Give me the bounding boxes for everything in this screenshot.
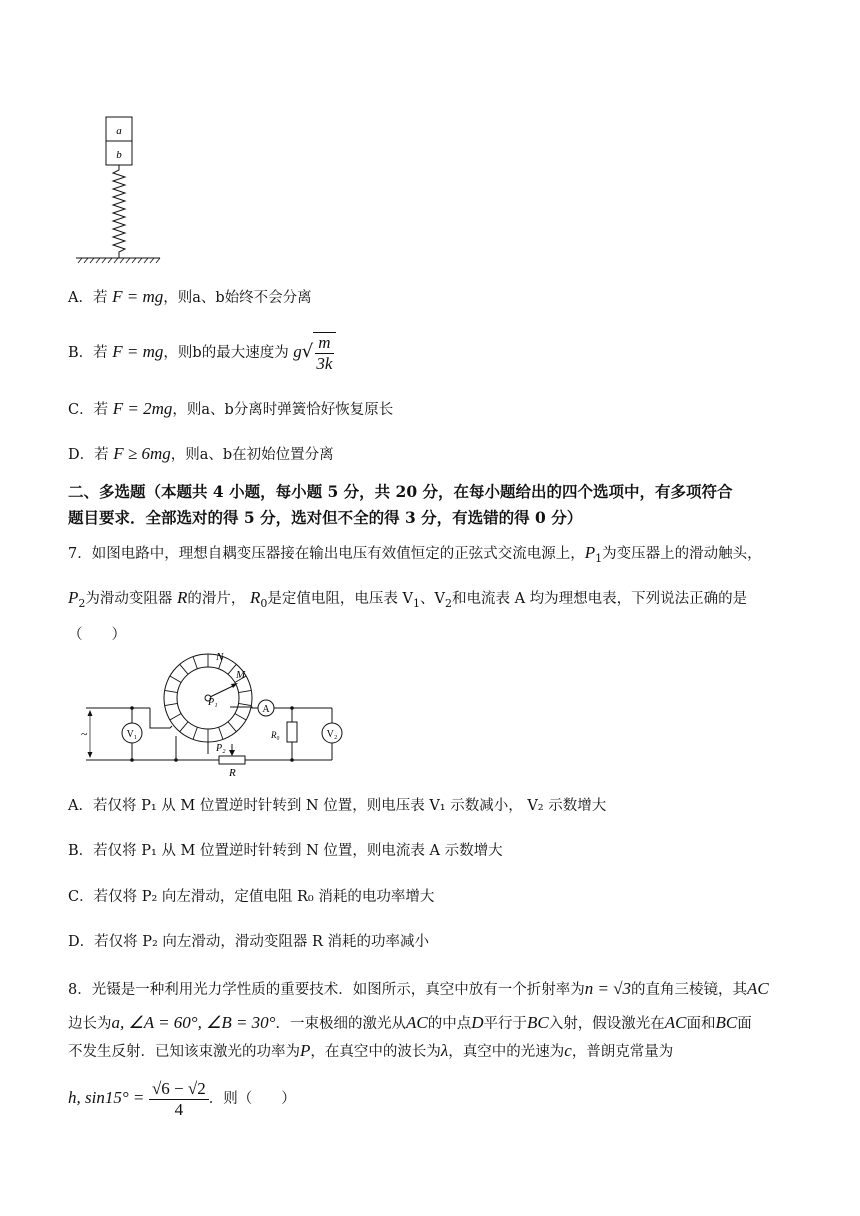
q7-option-d: D．若仅将 P₂ 向左滑动，滑动变阻器 R 消耗的功率减小 — [68, 934, 430, 950]
rheostat-r — [219, 756, 245, 764]
slider-p1-arm — [210, 685, 235, 697]
label-n: N — [216, 652, 224, 663]
label-p2: P₂ — [216, 743, 226, 754]
q6-option-d: D．若 F ≥ 6mg，则a、b在初始位置分离 — [68, 444, 334, 463]
label-r0: R₀ — [271, 730, 280, 740]
q7-stem-line1: 7．如图电路中，理想自耦变压器接在输出电压有效值恒定的正弦式交流电源上，$P_1$为变压器上的滑动触头， — [68, 543, 762, 565]
q8-stem-line4: h, sin15° = $\frac{√6 - √2}{4}$ ．则（ ） — [68, 1078, 296, 1119]
q6-option-b: B．若 F = mg，则b的最大速度为 g√ $\frac{m}{3k}$ — [68, 330, 336, 375]
q8-stem-line3: 不发生反射．已知该束激光的功率为P，在真空中的波长为λ，真空中的光速为c，普朗克常量为 — [68, 1041, 674, 1060]
label-p1: P₁ — [208, 697, 218, 708]
transformer-circuit-figure — [72, 652, 362, 782]
q7-option-c: C．若仅将 P₂ 向左滑动，定值电阻 R₀ 消耗的电功率增大 — [68, 889, 435, 905]
block-a-label: a — [116, 125, 122, 137]
q7-stem-line3: （ ） — [68, 627, 126, 643]
q7-option-b: B．若仅将 P₁ 从 M 位置逆时针转到 N 位置，则电流表 A 示数增大 — [68, 843, 503, 859]
label-m: M — [236, 669, 246, 681]
section-2-heading-line2: 题目要求．全部选对的得 5 分，选对但不全的得 3 分，有选错的得 0 分） — [68, 508, 583, 527]
q7-option-a: A．若仅将 P₁ 从 M 位置逆时针转到 N 位置，则电压表 V₁ 示数减小， V₂ 示数增大 — [68, 798, 607, 814]
label-v1: V₁ — [126, 729, 138, 740]
block-b-label: b — [116, 149, 122, 161]
resistor-r0 — [287, 722, 297, 742]
q7-stem-line2: $P_2$为滑动变阻器 R的滑片， $R_0$是定值电阻，电压表 $V_1$、$V_2$和电流表 A 均为理想电表，下列说法正确的是 — [68, 588, 748, 610]
q6-option-c: C．若 F = 2mg，则a、b分离时弹簧恰好恢复原长 — [68, 399, 394, 418]
q6-option-a: A．若 F = mg，则a、b始终不会分离 — [68, 287, 312, 306]
q8-stem-line2: 边长为a, ∠A = 60°, ∠B = 30°．一束极细的激光从AC的中点D平行于BC入射，假设激光在AC面和BC面 — [68, 1013, 752, 1032]
section-2-heading-line1: 二、多选题（本题共 4 小题，每小题 5 分，共 20 分，在每小题给出的四个选项中，有多项符合 — [68, 482, 733, 501]
label-v2: V₂ — [326, 729, 338, 740]
ac-source-symbol: ~ — [81, 727, 88, 741]
label-r: R — [229, 767, 236, 779]
label-a: A — [262, 704, 270, 715]
spring-blocks-figure — [70, 110, 170, 270]
spring — [113, 165, 125, 258]
q8-stem-line1: 8．光镊是一种利用光力学性质的重要技术．如图所示，真空中放有一个折射率为n = √3的直角三棱镜，其AC — [68, 979, 769, 998]
